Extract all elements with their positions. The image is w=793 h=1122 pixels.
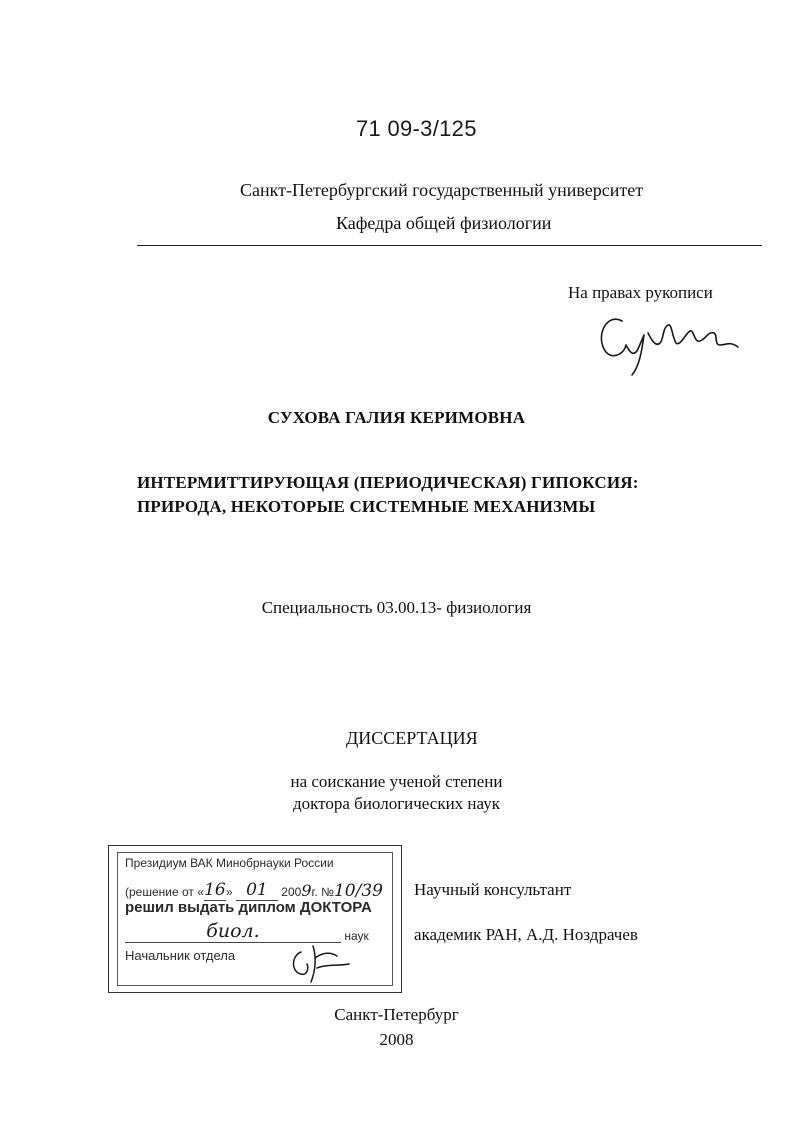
city: Санкт-Петербург [334,1005,459,1024]
document-code: 71 09-3/125 [356,116,477,141]
stamp-chief: Начальник отдела [125,948,236,963]
consultant-name: академик РАН, А.Д. Ноздрачев [414,925,638,944]
title-line-1: ИНТЕРМИТТИРУЮЩАЯ (ПЕРИОДИЧЕСКАЯ) ГИПОКСИЯ: [137,473,639,492]
dissertation-title [137,471,639,519]
stamp-number: 10/39 [333,881,383,901]
stamp-decision [125,880,383,901]
stamp-field: биол. [125,920,341,943]
stamp-field-suffix: наук [344,929,369,943]
degree-info [0,771,793,815]
department-name: Кафедра общей физиологии [336,213,552,233]
header-divider [137,245,762,246]
stamp-decision-prefix: (решение от « [125,885,204,899]
vak-stamp [108,845,402,993]
degree-line-2: доктора биологических наук [293,794,500,813]
stamp-year-prefix: 200 [281,885,302,899]
year: 2008 [379,1030,414,1049]
stamp-presidium: Президиум ВАК Минобрнауки России [125,856,334,870]
stamp-month: 01 [236,880,278,901]
document-type: ДИССЕРТАЦИЯ [346,728,478,748]
author-name: СУХОВА ГАЛИЯ КЕРИМОВНА [267,408,526,427]
stamp-award: решил выдать диплом ДОКТОРА [125,899,372,916]
chief-signature [287,938,357,986]
manuscript-note: На правах рукописи [568,283,713,302]
stamp-day-suffix: » [225,885,233,899]
author-signature [590,303,750,383]
stamp-day: 16 [204,880,226,900]
specialty: Специальность 03.00.13- физиология [261,598,532,617]
title-line-2: ПРИРОДА, НЕКОТОРЫЕ СИСТЕМНЫЕ МЕХАНИЗМЫ [137,497,596,516]
stamp-year-digit: 9 [301,881,312,900]
degree-line-1: на соискание ученой степени [290,772,503,791]
consultant-label: Научный консультант [414,880,572,899]
university-name: Санкт-Петербургский государственный университет [240,180,644,200]
stamp-number-prefix: г. № [311,885,334,899]
